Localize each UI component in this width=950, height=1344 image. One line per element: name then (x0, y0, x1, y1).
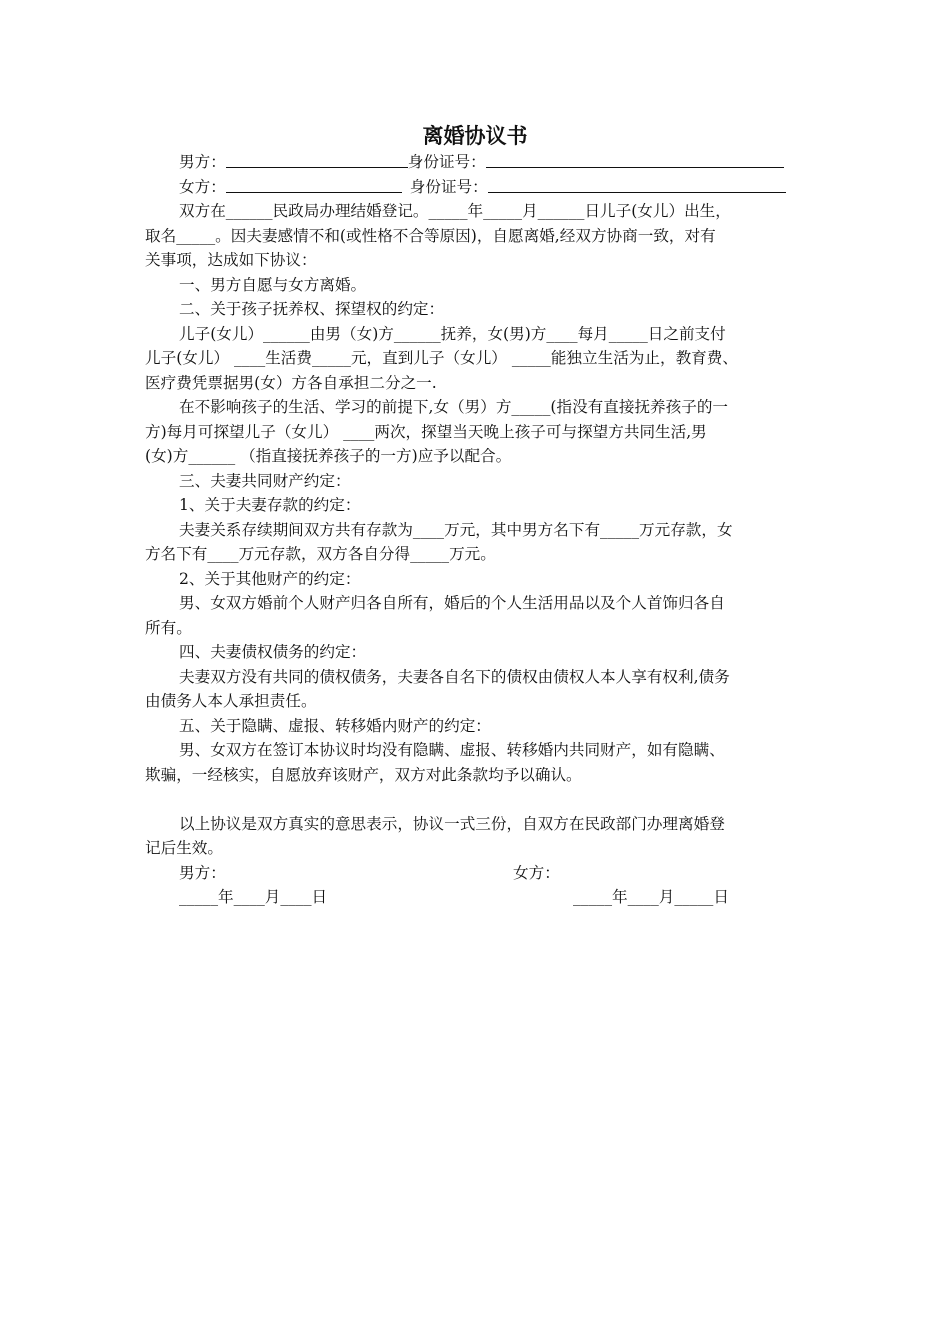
female-id-blank[interactable] (488, 175, 786, 193)
paragraph-line: 五、关于隐瞒、虚报、转移婚内财产的约定： (179, 716, 491, 735)
paragraph-line: 医疗费凭票据男(女）方各自承担二分之一. (145, 373, 437, 392)
paragraph-line: 取名_____。因夫妻感情不和(或性格不合等原因)，自愿离婚,经双方协商一致，对有 (145, 226, 716, 245)
male-id-blank[interactable] (486, 150, 784, 168)
paragraph-line: 以上协议是双方真实的意思表示，协议一式三份，自双方在民政部门办理离婚登 (179, 814, 725, 833)
female-id-label: 身份证号： (409, 177, 488, 196)
male-id-label: 身份证号： (407, 153, 486, 171)
blank-line (145, 787, 805, 812)
document-title: 离婚协议书 (422, 123, 528, 148)
paragraph-line: (女)方______ （指直接抚养孩子的一方)应予以配合。 (145, 447, 512, 465)
signature-row (145, 861, 805, 886)
female-signature-date: _____年____月_____日 (573, 888, 729, 906)
paragraph-line: 双方在______民政局办理结婚登记。_____年_____月______日儿子(女儿）出生， (179, 202, 731, 220)
paragraph-line: 三、夫妻共同财产约定： (179, 471, 351, 490)
female-label: 女方： (179, 177, 226, 196)
male-name-blank[interactable] (226, 150, 408, 168)
paragraph-line: 关事项，达成如下协议： (145, 251, 317, 269)
paragraph-line: 记后生效。 (145, 839, 223, 857)
paragraph-line: 欺骗，一经核实，自愿放弃该财产，双方对此条款均予以确认。 (145, 765, 582, 784)
paragraph-line: 男、女双方婚前个人财产归各自所有，婚后的个人生活用品以及个人首饰归各自 (179, 594, 725, 612)
female-signature-label: 女方： (513, 863, 560, 882)
paragraph-line: 儿子(女儿）______由男（女)方______抚养，女(男)方____每月_____日之前支付 (179, 324, 726, 343)
paragraph-line: 夫妻关系存续期间双方共有存款为____万元，其中男方名下有_____万元存款，女 (179, 520, 733, 539)
male-signature-label: 男方： (179, 863, 226, 882)
female-name-blank[interactable] (226, 175, 402, 193)
paragraph-line: 方名下有____万元存款，双方各自分得_____万元。 (145, 545, 496, 563)
paragraph-line: 由债务人本人承担责任。 (145, 692, 317, 710)
male-label: 男方： (179, 153, 226, 171)
paragraph-line: 在不影响孩子的生活、学习的前提下,女（男）方_____(指没有直接抚养孩子的一 (179, 398, 729, 416)
paragraph-line: 2、关于其他财产的约定： (179, 569, 361, 588)
male-signature-date: _____年____月____日 (179, 888, 328, 906)
paragraph-line: 1、关于夫妻存款的约定： (179, 496, 361, 514)
paragraph-line: 四、夫妻债权债务的约定： (179, 643, 367, 661)
paragraph-line: 二、关于孩子抚养权、探望权的约定： (179, 300, 445, 318)
paragraph-line: 方)每月可探望儿子（女儿） ____两次，探望当天晚上孩子可与探望方共同生活,男 (145, 422, 707, 441)
paragraph-line: 所有。 (145, 618, 192, 637)
date-row (145, 885, 805, 910)
document-body (145, 150, 805, 910)
paragraph-line: 一、男方自愿与女方离婚。 (179, 275, 367, 294)
male-party-row (145, 150, 805, 175)
paragraph-line: 夫妻双方没有共同的债权债务，夫妻各自名下的债权由债权人本人享有权利,债务 (179, 667, 730, 686)
female-party-row (145, 175, 805, 200)
clauses (145, 199, 805, 861)
paragraph-line: 男、女双方在签订本协议时均没有隐瞒、虚报、转移婚内共同财产，如有隐瞒、 (179, 741, 725, 759)
paragraph-line: 儿子(女儿） ____生活费_____元，直到儿子（女儿） _____能独立生活为止，教育费、 (145, 349, 738, 367)
